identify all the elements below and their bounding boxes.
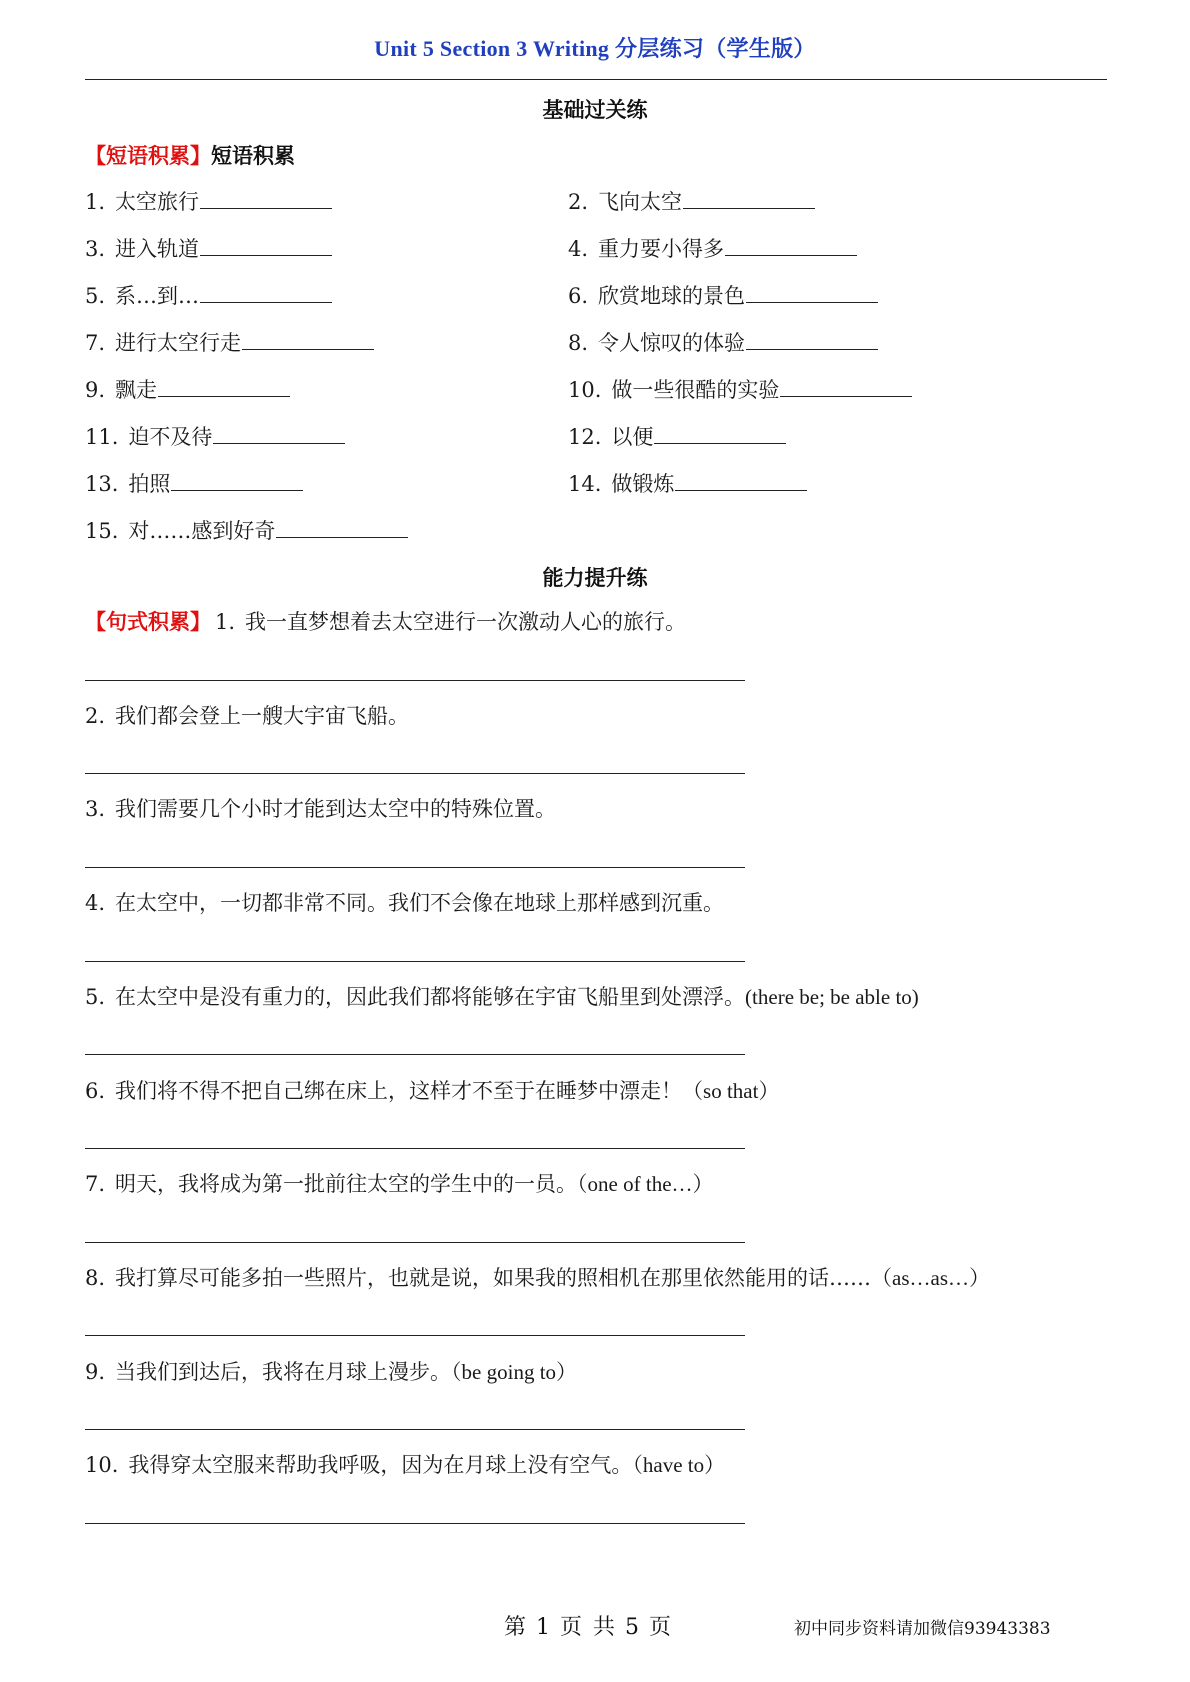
- sentence-text: 在太空中是没有重力的，因此我们都将能够在宇宙飞船里到处漂浮。: [115, 985, 746, 1009]
- sentence-item: [85, 607, 686, 637]
- phrase-answer-blank[interactable]: [746, 327, 878, 350]
- page-title: Unit 5 Section 3 Writing 分层练习（学生版）: [374, 36, 816, 61]
- phrase-text: 飞向太空: [598, 190, 683, 214]
- phrase-item: [568, 374, 912, 405]
- sentence-text: 我们需要几个小时才能到达太空中的特殊位置。: [115, 797, 557, 821]
- phrase-text: 对……感到好奇: [128, 519, 276, 543]
- section-heading-basic: 基础过关练: [542, 98, 648, 122]
- phrase-answer-blank[interactable]: [200, 186, 332, 209]
- phrase-text: 欣赏地球的景色: [598, 284, 746, 308]
- phrase-item: [568, 468, 807, 499]
- sentence-hint: （one of the…）: [577, 1172, 714, 1196]
- phrase-text: 进入轨道: [115, 237, 200, 261]
- footer-note: 初中同步资料请加微信93943383: [794, 1619, 1051, 1639]
- sentence-item: [85, 1450, 725, 1480]
- sentence-text: 我得穿太空服来帮助我呼吸，因为在月球上没有空气。: [128, 1453, 633, 1477]
- sentence-number: 10.: [85, 1453, 119, 1477]
- sentence-section-label: 【句式积累】: [85, 610, 211, 634]
- answer-line[interactable]: [85, 773, 745, 774]
- sentence-text: 在太空中，一切都非常不同。我们不会像在地球上那样感到沉重。: [115, 891, 725, 915]
- phrase-number: 6.: [568, 284, 589, 308]
- phrase-text: 以便: [611, 425, 654, 449]
- phrase-answer-blank[interactable]: [683, 186, 815, 209]
- section-heading-advanced: 能力提升练: [542, 566, 648, 590]
- sentence-item: [85, 1263, 990, 1293]
- phrase-answer-blank[interactable]: [780, 374, 912, 397]
- phrase-answer-blank[interactable]: [654, 421, 786, 444]
- phrase-number: 14.: [568, 472, 602, 496]
- sentence-number: 5.: [85, 985, 106, 1009]
- phrase-item: [85, 515, 408, 546]
- sentence-text: 我一直梦想着去太空进行一次激动人心的旅行。: [245, 610, 687, 634]
- phrase-number: 4.: [568, 237, 589, 261]
- phrase-answer-blank[interactable]: [276, 515, 408, 538]
- phrase-item: [568, 327, 878, 358]
- title-divider: [85, 79, 1107, 80]
- phrase-number: 13.: [85, 472, 119, 496]
- phrase-answer-blank[interactable]: [158, 374, 290, 397]
- phrase-section-label: [85, 140, 295, 170]
- phrase-answer-blank[interactable]: [171, 468, 303, 491]
- page-mid: 页 共: [560, 1615, 618, 1640]
- answer-line[interactable]: [85, 867, 745, 868]
- sentence-item: [85, 888, 724, 918]
- phrase-item: [568, 280, 878, 311]
- sentence-item: [85, 1357, 577, 1387]
- phrase-number: 10.: [568, 378, 602, 402]
- page-number: [500, 1610, 677, 1641]
- phrase-item: [85, 468, 303, 499]
- page-suffix: 页: [649, 1615, 674, 1640]
- answer-line[interactable]: [85, 1148, 745, 1149]
- phrase-number: 2.: [568, 190, 589, 214]
- phrase-item: [568, 421, 786, 452]
- phrase-text: 拍照: [128, 472, 171, 496]
- sentence-text: 明天，我将成为第一批前往太空的学生中的一员。: [115, 1172, 578, 1196]
- sentence-hint: （have to）: [632, 1453, 726, 1477]
- phrase-answer-blank[interactable]: [200, 233, 332, 256]
- phrase-text: 飘走: [115, 378, 158, 402]
- page-total: 5: [625, 1615, 642, 1640]
- phrase-text: 迫不及待: [128, 425, 213, 449]
- phrase-label-bracket: 【短语积累】: [85, 144, 211, 168]
- phrase-number: 7.: [85, 331, 106, 355]
- phrase-number: 11.: [85, 425, 119, 449]
- phrase-number: 5.: [85, 284, 106, 308]
- sentence-item: [85, 982, 919, 1012]
- phrase-label-text: 短语积累: [211, 144, 295, 168]
- sentence-number: 1.: [215, 610, 236, 634]
- answer-line[interactable]: [85, 1335, 745, 1336]
- sentence-text: 当我们到达后，我将在月球上漫步。: [115, 1360, 452, 1384]
- phrase-text: 重力要小得多: [598, 237, 725, 261]
- sentence-number: 7.: [85, 1172, 106, 1196]
- phrase-text: 进行太空行走: [115, 331, 242, 355]
- sentence-number: 2.: [85, 704, 106, 728]
- phrase-answer-blank[interactable]: [200, 280, 332, 303]
- phrase-item: [85, 186, 332, 217]
- answer-line[interactable]: [85, 1054, 745, 1055]
- phrase-number: 1.: [85, 190, 106, 214]
- page-prefix: 第: [504, 1615, 529, 1640]
- sentence-item: [85, 701, 409, 731]
- phrase-number: 3.: [85, 237, 106, 261]
- sentence-item: [85, 794, 556, 824]
- phrase-number: 8.: [568, 331, 589, 355]
- phrase-answer-blank[interactable]: [725, 233, 857, 256]
- sentence-hint: (there be; be able to): [745, 985, 919, 1009]
- phrase-number: 9.: [85, 378, 106, 402]
- phrase-item: [85, 374, 290, 405]
- phrase-item: [568, 186, 815, 217]
- phrase-text: 做锻炼: [611, 472, 675, 496]
- answer-line[interactable]: [85, 680, 745, 681]
- sentence-number: 8.: [85, 1266, 106, 1290]
- sentence-number: 4.: [85, 891, 106, 915]
- answer-line[interactable]: [85, 1429, 745, 1430]
- phrase-text: 太空旅行: [115, 190, 200, 214]
- sentence-number: 3.: [85, 797, 106, 821]
- phrase-item: [85, 327, 374, 358]
- phrase-number: 12.: [568, 425, 602, 449]
- phrase-item: [568, 233, 857, 264]
- phrase-item: [85, 233, 332, 264]
- answer-line[interactable]: [85, 1523, 745, 1524]
- sentence-number: 6.: [85, 1079, 106, 1103]
- sentence-text: 我们都会登上一艘大宇宙飞船。: [115, 704, 410, 728]
- sentence-hint: （as…as…）: [871, 1266, 991, 1290]
- phrase-answer-blank[interactable]: [242, 327, 374, 350]
- phrase-text: 做一些很酷的实验: [611, 378, 780, 402]
- phrase-answer-blank[interactable]: [675, 468, 807, 491]
- sentence-hint: （be going to）: [451, 1360, 578, 1384]
- sentence-text: 我们将不得不把自己绑在床上，这样才不至于在睡梦中漂走！: [115, 1079, 683, 1103]
- phrase-answer-blank[interactable]: [213, 421, 345, 444]
- sentence-number: 9.: [85, 1360, 106, 1384]
- answer-line[interactable]: [85, 1242, 745, 1243]
- sentence-hint: （so that）: [682, 1079, 780, 1103]
- phrase-number: 15.: [85, 519, 119, 543]
- phrase-answer-blank[interactable]: [746, 280, 878, 303]
- answer-line[interactable]: [85, 961, 745, 962]
- phrase-item: [85, 421, 345, 452]
- phrase-text: 系…到…: [115, 284, 200, 308]
- page-current: 1: [536, 1615, 553, 1640]
- phrase-text: 令人惊叹的体验: [598, 331, 746, 355]
- sentence-item: [85, 1076, 779, 1106]
- sentence-text: 我打算尽可能多拍一些照片，也就是说，如果我的照相机在那里依然能用的话……: [115, 1266, 872, 1290]
- sentence-item: [85, 1169, 714, 1199]
- phrase-item: [85, 280, 332, 311]
